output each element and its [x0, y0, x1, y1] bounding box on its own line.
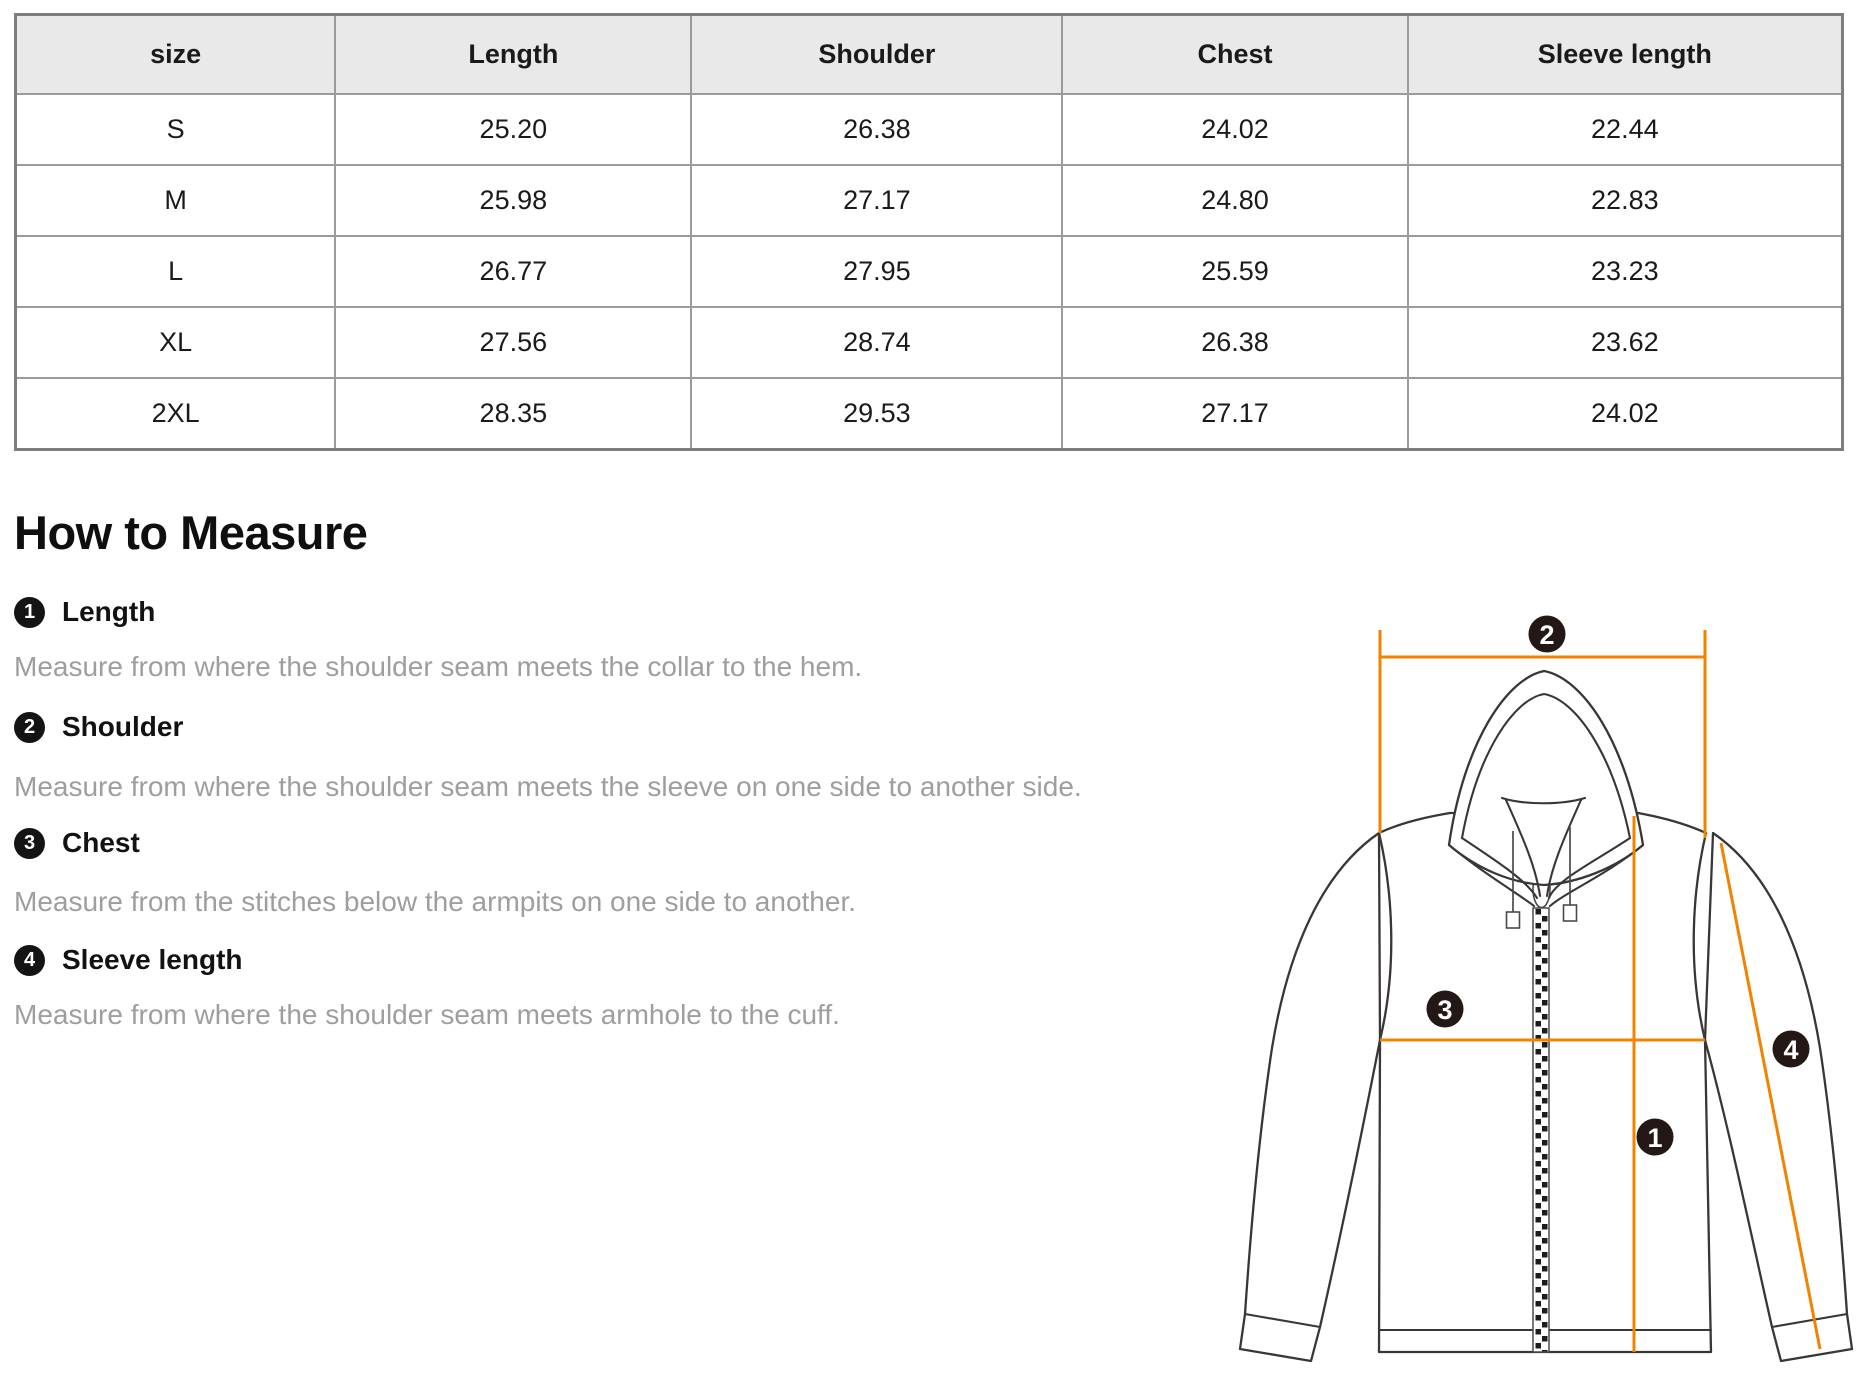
- value-cell: 25.20: [335, 94, 691, 165]
- column-header-length: Length: [335, 15, 691, 95]
- shoulder-marker-badge: [1529, 616, 1566, 653]
- value-cell: 28.74: [691, 307, 1062, 378]
- value-cell: 24.02: [1062, 94, 1407, 165]
- svg-text:3: 3: [1437, 995, 1453, 1025]
- measure-item-chest: [14, 823, 140, 863]
- measure-item-description: Measure from the stitches below the armpits on one side to another.: [14, 886, 857, 917]
- size-table-header-row: [16, 15, 1843, 95]
- value-cell: 27.95: [691, 236, 1062, 307]
- length-marker-badge: [1637, 1119, 1674, 1156]
- measure-item-description: Measure from where the shoulder seam meets the sleeve on one side to another side.: [14, 771, 1082, 802]
- size-cell: M: [16, 165, 336, 236]
- table-row-2xl: [16, 378, 1843, 450]
- value-cell: 27.56: [335, 307, 691, 378]
- value-cell: 26.38: [1062, 307, 1407, 378]
- value-cell: 23.23: [1408, 236, 1843, 307]
- measure-item-length: [14, 592, 155, 632]
- table-row-l: [16, 236, 1843, 307]
- measure-item-shoulder: [14, 707, 183, 747]
- number-3-badge: 3: [14, 828, 45, 859]
- value-cell: 27.17: [691, 165, 1062, 236]
- measure-item-label: Shoulder: [62, 711, 184, 742]
- chest-marker-badge: [1427, 991, 1464, 1028]
- table-row-s: [16, 94, 1843, 165]
- value-cell: 25.59: [1062, 236, 1407, 307]
- measure-item-description: Measure from where the shoulder seam meets the collar to the hem.: [14, 651, 863, 682]
- measure-item-label: Chest: [62, 827, 140, 858]
- table-row-xl: [16, 307, 1843, 378]
- value-cell: 24.02: [1408, 378, 1843, 450]
- value-cell: 22.44: [1408, 94, 1843, 165]
- column-header-chest: Chest: [1062, 15, 1407, 95]
- svg-text:1: 1: [1647, 1123, 1663, 1153]
- hoodie-right-sleeve: [1705, 833, 1852, 1361]
- sleeve-marker-badge: [1773, 1031, 1810, 1068]
- measure-item-sleeve-length: [14, 940, 243, 980]
- value-cell: 29.53: [691, 378, 1062, 450]
- size-cell: XL: [16, 307, 336, 378]
- hoodie-left-sleeve: [1240, 833, 1380, 1361]
- table-row-m: [16, 165, 1843, 236]
- how-to-measure-title: How to Measure: [14, 506, 368, 559]
- value-cell: 23.62: [1408, 307, 1843, 378]
- value-cell: 26.38: [691, 94, 1062, 165]
- svg-text:4: 4: [1783, 1035, 1799, 1065]
- value-cell: 25.98: [335, 165, 691, 236]
- measure-item-label: Length: [62, 596, 156, 627]
- size-table: [14, 13, 1844, 451]
- svg-text:2: 2: [1539, 620, 1555, 650]
- size-cell: L: [16, 236, 336, 307]
- measure-item-description: Measure from where the shoulder seam meets armhole to the cuff.: [14, 999, 840, 1030]
- size-cell: S: [16, 94, 336, 165]
- number-4-badge: 4: [14, 945, 45, 976]
- number-1-badge: 1: [14, 597, 45, 628]
- column-header-shoulder: Shoulder: [691, 15, 1062, 95]
- column-header-size: size: [16, 15, 336, 95]
- column-header-sleeve-length: Sleeve length: [1408, 15, 1843, 95]
- measure-item-label: Sleeve length: [62, 944, 243, 975]
- number-2-badge: 2: [14, 712, 45, 743]
- zipper: [1533, 858, 1550, 1352]
- value-cell: 26.77: [335, 236, 691, 307]
- size-cell: 2XL: [16, 378, 336, 450]
- value-cell: 24.80: [1062, 165, 1407, 236]
- value-cell: 27.17: [1062, 378, 1407, 450]
- value-cell: 22.83: [1408, 165, 1843, 236]
- hoodie-measurement-diagram: [1180, 600, 1858, 1382]
- value-cell: 28.35: [335, 378, 691, 450]
